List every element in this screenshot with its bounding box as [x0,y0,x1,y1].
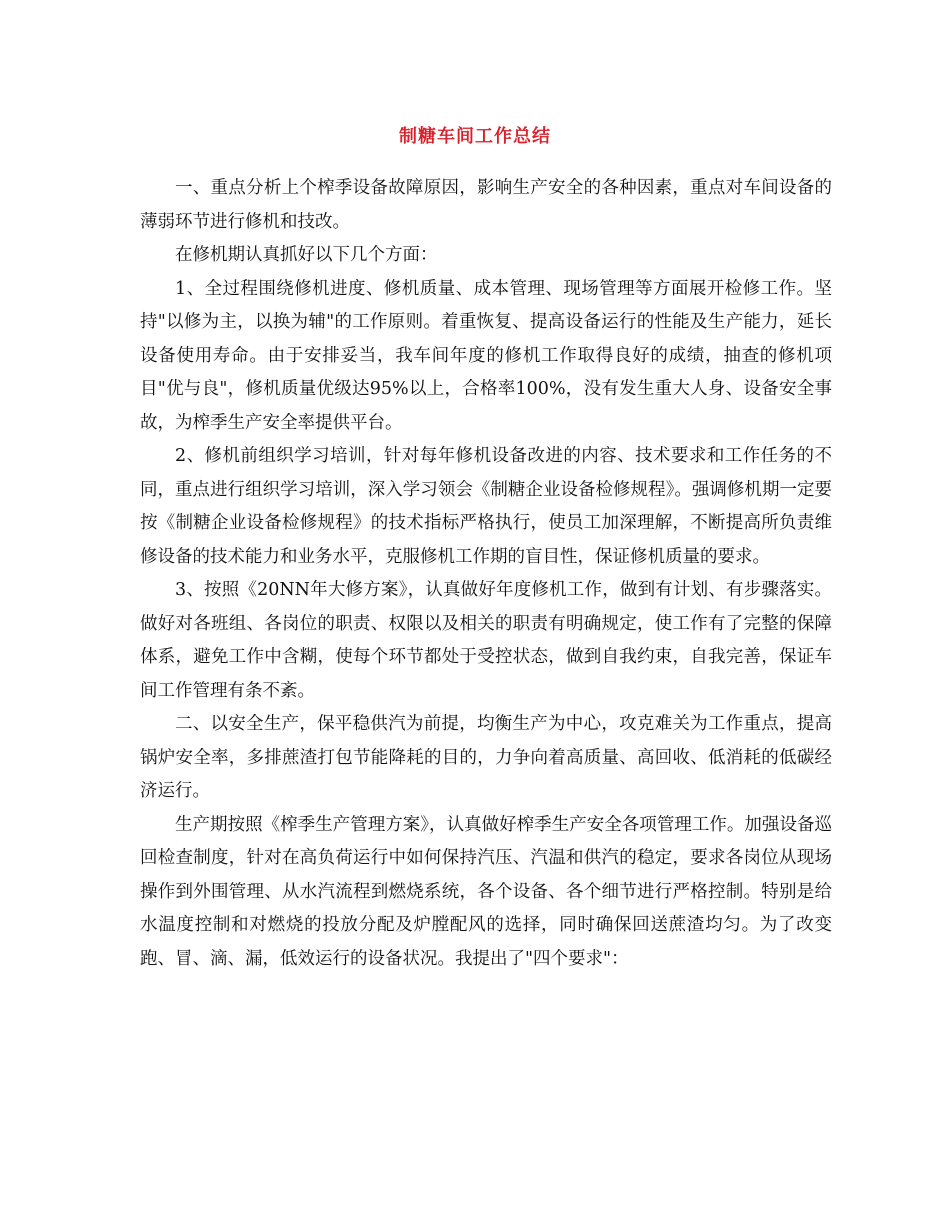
paragraph-7: 生产期按照《榨季生产管理方案》，认真做好榨季生产安全各项管理工作。加强设备巡回检查制度，针对在高负荷运行中如何保持汽压、汽温和供汽的稳定，要求各岗位从现场操作到外围管理、从水汽流程到燃烧系统，各个设备、各个细节进行严格控制。特别是给水温度控制和对燃烧的投放分配及炉膛配风的选择，同时确保回送蔗渣均匀。为了改变跑、冒、滴、漏，低效运行的设备状况。我提出了"四个要求"： [140,814,832,969]
document-body [140,172,832,976]
paragraph-6: 二、以安全生产，保平稳供汽为前提，均衡生产为中心，攻克难关为工作重点，提高锅炉安全率，多排蔗渣打包节能降耗的目的，力争向着高质量、高回收、低消耗的低碳经济运行。 [140,714,832,801]
paragraph-1: 一、重点分析上个榨季设备故障原因，影响生产安全的各种因素，重点对车间设备的薄弱环节进行修机和技改。 [140,178,832,232]
paragraph-4: 2、修机前组织学习培训，针对每年修机设备改进的内容、技术要求和工作任务的不同，重点进行组织学习培训，深入学习领会《制糖企业设备检修规程》。强调修机期一定要按《制糖企业设备检修规程》的技术指标严格执行，使员工加深理解，不断提高所负责维修设备的技术能力和业务水平，克服修机工作期的盲目性，保证修机质量的要求。 [140,446,832,567]
paragraph-5: 3、按照《20NN年大修方案》，认真做好年度修机工作，做到有计划、有步骤落实。做好对各班组、各岗位的职责、权限以及相关的职责有明确规定，使工作有了完整的保障体系，避免工作中含糊，使每个环节都处于受控状态，做到自我约束，自我完善，保证车间工作管理有条不紊。 [140,580,832,701]
paragraph-2: 在修机期认真抓好以下几个方面： [175,245,438,265]
paragraph-3: 1、全过程围绕修机进度、修机质量、成本管理、现场管理等方面展开检修工作。坚持"以修为主，以换为辅"的工作原则。着重恢复、提高设备运行的性能及生产能力，延长设备使用寿命。由于安排妥当，我车间年度的修机工作取得良好的成绩，抽查的修机项目"优与良"，修机质量优级达95%以上，合格率100%，没有发生重大人身、设备安全事故，为榨季生产安全率提供平台。 [140,278,832,433]
document-title: 制糖车间工作总结 [399,126,551,147]
